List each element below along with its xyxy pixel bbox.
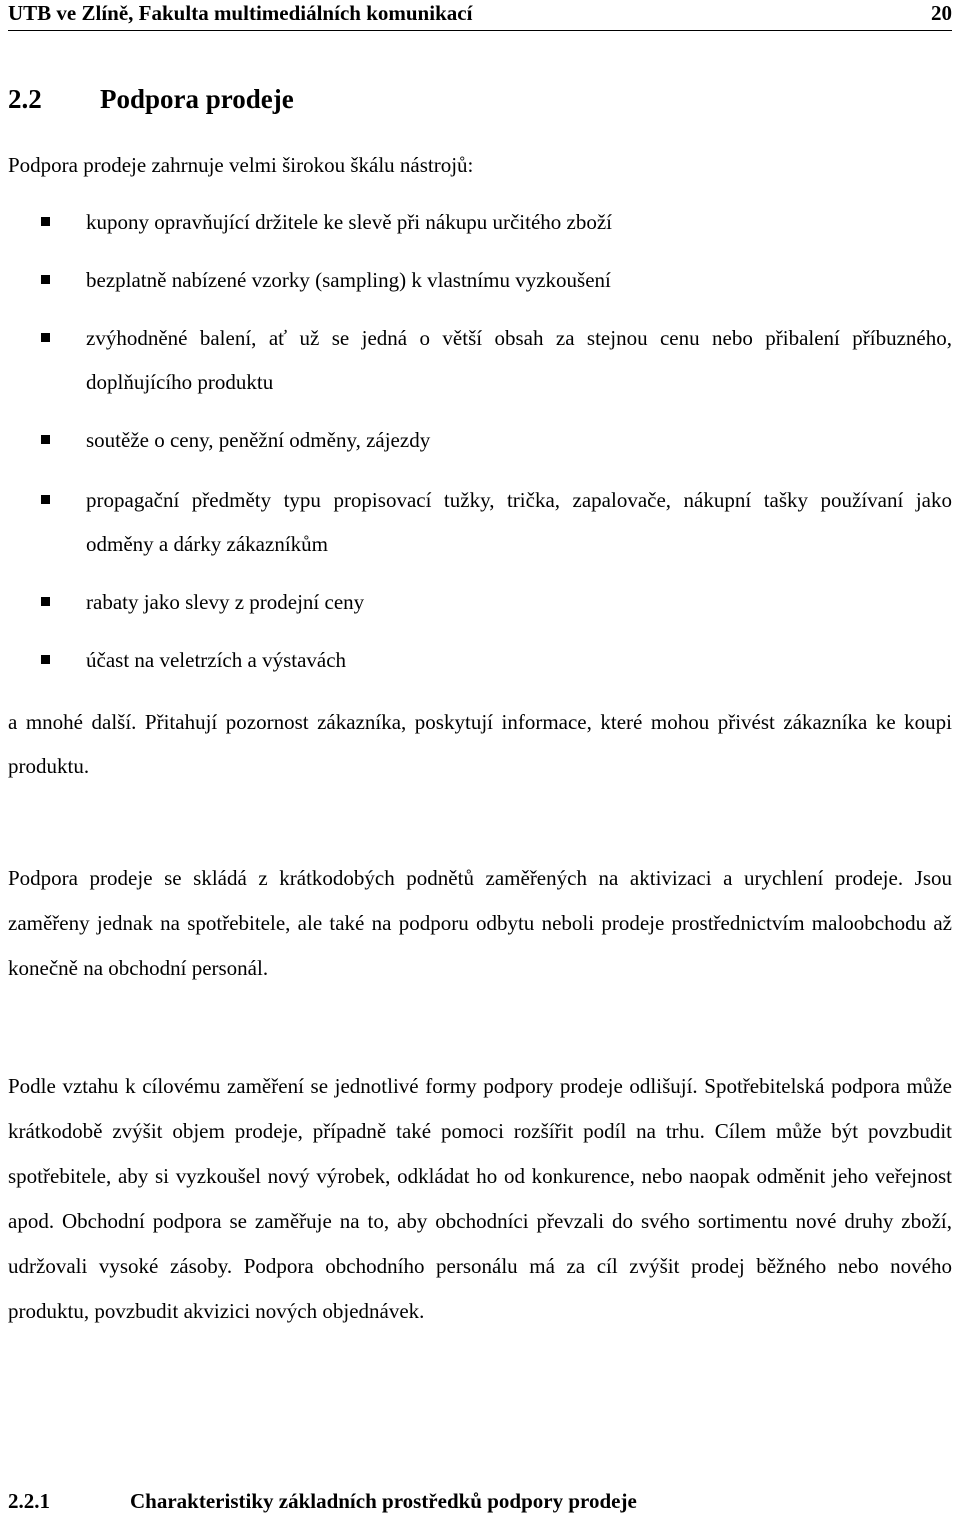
- running-header: [8, 0, 952, 31]
- list-item-text: soutěže o ceny, peněžní odměny, zájezdy: [86, 428, 431, 452]
- list-item: [86, 418, 952, 462]
- subsection-number: 2.2.1: [8, 1489, 50, 1513]
- list-item-text: zvýhodněné balení, ať už se jedná o větší obsah za stejnou cenu nebo přibalení příbuzného, doplňujícího produktu: [86, 326, 952, 394]
- body-paragraph: a mnohé další. Přitahují pozornost zákazníka, poskytují informace, které mohou přivést zákazníka ke koupi produktu.: [8, 710, 952, 778]
- body-paragraph: Podle vztahu k cílovému zaměření se jednotlivé formy podpory prodeje odlišují. Spotřebitelská podpora může krátkodobě zvýšit objem prodeje, případně také pomoci rozšířit podíl na trhu. Cílem může být povzbudit spotřebitele, aby si vyzkoušel nový výrobek, odkládat ho od konkurence, nebo naopak odměnit jeho veřejnost apod. Obchodní podpora se zaměřuje na to, aby obchodníci převzali do svého sortimentu nové druhy zboží, udržovali vysoké zásoby. Podpora obchodního personálu má za cíl zvýšit prodej běžného nebo nového produktu, povzbudit akvizici nových objednávek.: [8, 1074, 952, 1323]
- list-item: [86, 258, 952, 302]
- header-title: UTB ve Zlíně, Fakulta multimediálních komunikací: [8, 1, 473, 25]
- square-bullet-icon: [41, 435, 50, 444]
- list-item-text: propagační předměty typu propisovací tužky, trička, zapalovače, nákupní tašky používaní jako odměny a dárky zákazníkům: [86, 488, 952, 556]
- square-bullet-icon: [41, 333, 50, 342]
- list-item: [86, 478, 952, 566]
- square-bullet-icon: [41, 597, 50, 606]
- section-number: 2.2: [8, 84, 42, 114]
- square-bullet-icon: [41, 275, 50, 284]
- square-bullet-icon: [41, 655, 50, 664]
- body-paragraph: Podpora prodeje se skládá z krátkodobých podnětů zaměřených na aktivizaci a urychlení prodeje. Jsou zaměřeny jednak na spotřebitele, ale také na podporu odbytu neboli prodeje prostřednictvím maloobchodu až konečně na obchodní personál.: [8, 866, 952, 980]
- list-item-text: kupony opravňující držitele ke slevě při nákupu určitého zboží: [86, 210, 612, 234]
- subsection-title: Charakteristiky základních prostředků podpory prodeje: [130, 1489, 637, 1513]
- list-item-text: bezplatně nabízené vzorky (sampling) k vlastnímu vyzkoušení: [86, 268, 611, 292]
- square-bullet-icon: [41, 217, 50, 226]
- square-bullet-icon: [41, 495, 50, 504]
- list-item-text: účast na veletrzích a výstavách: [86, 648, 347, 672]
- intro-paragraph: Podpora prodeje zahrnuje velmi širokou škálu nástrojů:: [8, 153, 474, 177]
- list-item: [86, 316, 952, 404]
- list-item: [86, 580, 952, 624]
- page-number: 20: [931, 1, 952, 25]
- list-item-text: rabaty jako slevy z prodejní ceny: [86, 590, 365, 614]
- list-item: [86, 200, 952, 244]
- list-item: [86, 638, 952, 682]
- section-title: Podpora prodeje: [100, 84, 294, 114]
